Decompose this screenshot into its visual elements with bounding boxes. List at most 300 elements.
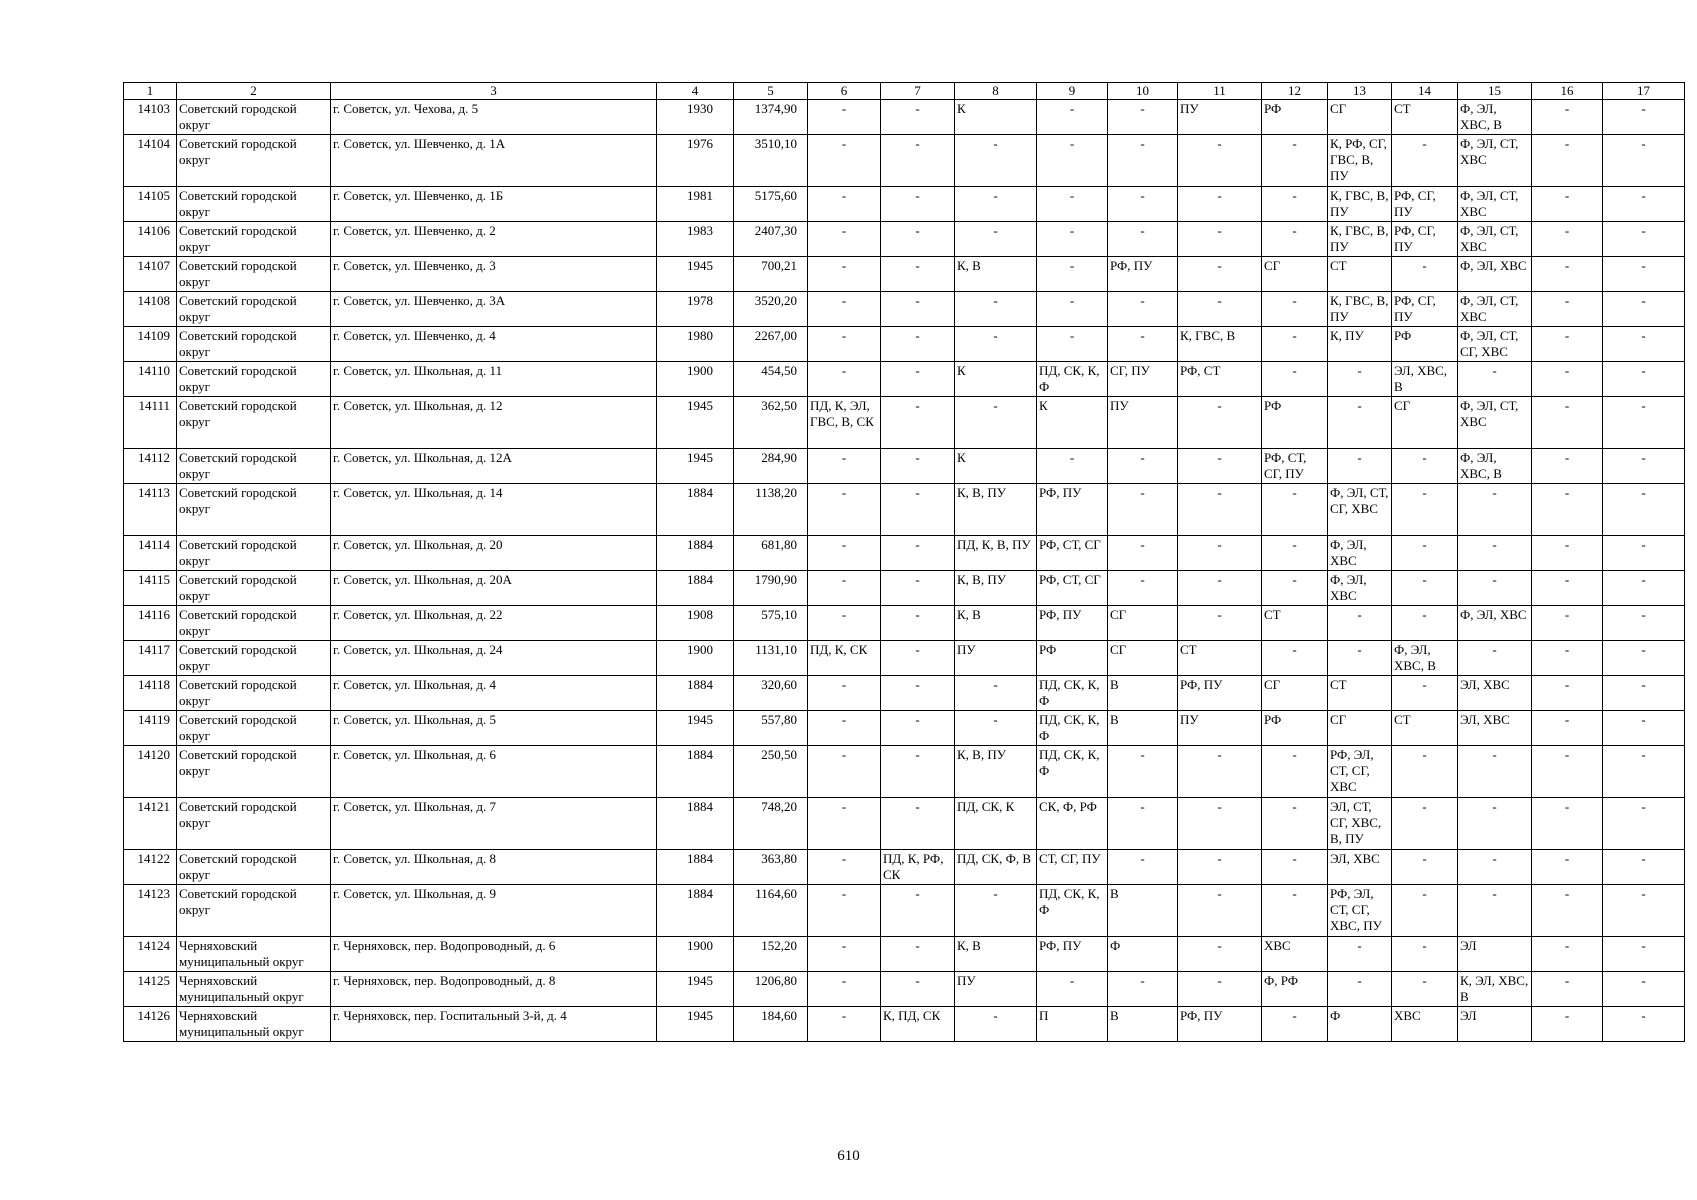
cell-address: г. Советск, ул. Школьная, д. 20А <box>331 571 657 606</box>
cell-address: г. Советск, ул. Школьная, д. 7 <box>331 798 657 850</box>
cell-year: 1945 <box>657 257 734 292</box>
cell-col10: - <box>1108 100 1178 135</box>
cell-col7: - <box>881 571 955 606</box>
cell-col14: - <box>1392 484 1458 536</box>
cell-area: 557,80 <box>734 711 808 746</box>
cell-col11: РФ, ПУ <box>1178 1007 1262 1042</box>
cell-col17: - <box>1603 397 1685 449</box>
cell-row-id: 14120 <box>124 746 177 798</box>
cell-col8: К, В, ПУ <box>955 571 1037 606</box>
cell-col11: - <box>1178 484 1262 536</box>
cell-col9: - <box>1037 449 1108 484</box>
cell-area: 5175,60 <box>734 187 808 222</box>
cell-col12: - <box>1262 362 1328 397</box>
table-row <box>124 850 1685 885</box>
cell-area: 250,50 <box>734 746 808 798</box>
cell-col17: - <box>1603 362 1685 397</box>
cell-col14: - <box>1392 257 1458 292</box>
cell-address: г. Советск, ул. Школьная, д. 6 <box>331 746 657 798</box>
cell-col10: В <box>1108 676 1178 711</box>
cell-address: г. Советск, ул. Школьная, д. 20 <box>331 536 657 571</box>
cell-district: Советский городской округ <box>177 571 331 606</box>
cell-address: г. Черняховск, пер. Водопроводный, д. 8 <box>331 972 657 1007</box>
cell-col17: - <box>1603 885 1685 937</box>
cell-col16: - <box>1532 711 1603 746</box>
cell-year: 1908 <box>657 606 734 641</box>
cell-col14: Ф, ЭЛ, ХВС, В <box>1392 641 1458 676</box>
cell-area: 363,80 <box>734 850 808 885</box>
cell-col14: - <box>1392 571 1458 606</box>
cell-col11: - <box>1178 536 1262 571</box>
column-header: 6 <box>808 83 881 100</box>
cell-row-id: 14109 <box>124 327 177 362</box>
column-header: 9 <box>1037 83 1108 100</box>
cell-row-id: 14122 <box>124 850 177 885</box>
cell-col9: - <box>1037 327 1108 362</box>
cell-area: 2407,30 <box>734 222 808 257</box>
cell-col8: - <box>955 222 1037 257</box>
cell-col14: - <box>1392 972 1458 1007</box>
table-row <box>124 292 1685 327</box>
cell-row-id: 14119 <box>124 711 177 746</box>
cell-col15: - <box>1458 536 1532 571</box>
cell-col12: РФ, СТ, СГ, ПУ <box>1262 449 1328 484</box>
cell-col15: Ф, ЭЛ, ХВС, В <box>1458 449 1532 484</box>
cell-col12: РФ <box>1262 100 1328 135</box>
table-row <box>124 798 1685 850</box>
cell-col9: РФ, ПУ <box>1037 606 1108 641</box>
cell-district: Советский городской округ <box>177 746 331 798</box>
cell-year: 1884 <box>657 536 734 571</box>
cell-col13: СГ <box>1328 711 1392 746</box>
cell-col15: К, ЭЛ, ХВС, В <box>1458 972 1532 1007</box>
cell-col11: РФ, ПУ <box>1178 676 1262 711</box>
cell-col10: СГ <box>1108 606 1178 641</box>
column-header: 13 <box>1328 83 1392 100</box>
cell-col7: ПД, К, РФ, СК <box>881 850 955 885</box>
cell-col16: - <box>1532 187 1603 222</box>
cell-col8: К, В, ПУ <box>955 746 1037 798</box>
cell-col15: Ф, ЭЛ, СТ, ХВС <box>1458 135 1532 187</box>
cell-col10: Ф <box>1108 937 1178 972</box>
cell-col16: - <box>1532 100 1603 135</box>
cell-col17: - <box>1603 606 1685 641</box>
cell-col13: К, ГВС, В, ПУ <box>1328 222 1392 257</box>
cell-col10: - <box>1108 187 1178 222</box>
cell-district: Советский городской округ <box>177 711 331 746</box>
cell-col8: К, В <box>955 257 1037 292</box>
table-row <box>124 397 1685 449</box>
cell-col17: - <box>1603 135 1685 187</box>
cell-col12: СГ <box>1262 676 1328 711</box>
cell-year: 1945 <box>657 397 734 449</box>
cell-col6: ПД, К, ЭЛ, ГВС, В, СК <box>808 397 881 449</box>
cell-col13: К, ГВС, В, ПУ <box>1328 187 1392 222</box>
cell-col17: - <box>1603 937 1685 972</box>
cell-col17: - <box>1603 641 1685 676</box>
cell-col12: - <box>1262 641 1328 676</box>
data-table <box>123 82 1685 1042</box>
column-header: 15 <box>1458 83 1532 100</box>
cell-district: Советский городской округ <box>177 606 331 641</box>
cell-row-id: 14117 <box>124 641 177 676</box>
cell-col12: - <box>1262 187 1328 222</box>
cell-col16: - <box>1532 885 1603 937</box>
cell-col11: ПУ <box>1178 100 1262 135</box>
cell-year: 1945 <box>657 711 734 746</box>
cell-district: Советский городской округ <box>177 327 331 362</box>
cell-address: г. Советск, ул. Школьная, д. 9 <box>331 885 657 937</box>
cell-year: 1884 <box>657 798 734 850</box>
table-row <box>124 257 1685 292</box>
cell-year: 1900 <box>657 362 734 397</box>
cell-district: Советский городской округ <box>177 257 331 292</box>
cell-col13: - <box>1328 606 1392 641</box>
table-row <box>124 676 1685 711</box>
cell-col10: СГ, ПУ <box>1108 362 1178 397</box>
cell-col9: - <box>1037 135 1108 187</box>
cell-col6: - <box>808 1007 881 1042</box>
cell-col7: - <box>881 187 955 222</box>
cell-col7: - <box>881 135 955 187</box>
cell-district: Советский городской округ <box>177 135 331 187</box>
cell-col10: СГ <box>1108 641 1178 676</box>
cell-col11: - <box>1178 187 1262 222</box>
cell-col7: - <box>881 937 955 972</box>
cell-area: 1131,10 <box>734 641 808 676</box>
cell-district: Советский городской округ <box>177 484 331 536</box>
cell-col8: К, В <box>955 606 1037 641</box>
cell-col11: - <box>1178 937 1262 972</box>
cell-col17: - <box>1603 536 1685 571</box>
cell-col15: ЭЛ <box>1458 937 1532 972</box>
cell-col9: - <box>1037 100 1108 135</box>
table-row <box>124 606 1685 641</box>
cell-col6: - <box>808 711 881 746</box>
cell-col15: - <box>1458 885 1532 937</box>
cell-district: Советский городской округ <box>177 850 331 885</box>
cell-col12: - <box>1262 222 1328 257</box>
cell-area: 748,20 <box>734 798 808 850</box>
column-header: 12 <box>1262 83 1328 100</box>
cell-year: 1945 <box>657 449 734 484</box>
cell-address: г. Советск, ул. Школьная, д. 11 <box>331 362 657 397</box>
cell-row-id: 14126 <box>124 1007 177 1042</box>
cell-district: Советский городской округ <box>177 397 331 449</box>
cell-address: г. Советск, ул. Шевченко, д. 4 <box>331 327 657 362</box>
cell-col7: - <box>881 222 955 257</box>
cell-col16: - <box>1532 449 1603 484</box>
cell-col12: - <box>1262 327 1328 362</box>
cell-col6: - <box>808 135 881 187</box>
cell-area: 1138,20 <box>734 484 808 536</box>
cell-address: г. Советск, ул. Шевченко, д. 2 <box>331 222 657 257</box>
cell-col15: Ф, ЭЛ, СТ, ХВС <box>1458 187 1532 222</box>
cell-col11: - <box>1178 850 1262 885</box>
cell-col11: - <box>1178 222 1262 257</box>
cell-col10: - <box>1108 449 1178 484</box>
cell-year: 1900 <box>657 641 734 676</box>
cell-address: г. Советск, ул. Шевченко, д. 3А <box>331 292 657 327</box>
cell-address: г. Советск, ул. Школьная, д. 5 <box>331 711 657 746</box>
cell-col8: К <box>955 100 1037 135</box>
cell-col12: - <box>1262 798 1328 850</box>
cell-district: Советский городской округ <box>177 676 331 711</box>
cell-col13: К, ПУ <box>1328 327 1392 362</box>
cell-col13: Ф <box>1328 1007 1392 1042</box>
cell-col13: СТ <box>1328 676 1392 711</box>
cell-col17: - <box>1603 327 1685 362</box>
cell-year: 1884 <box>657 676 734 711</box>
cell-col13: СТ <box>1328 257 1392 292</box>
cell-col6: - <box>808 187 881 222</box>
cell-col13: К, ГВС, В, ПУ <box>1328 292 1392 327</box>
cell-col16: - <box>1532 850 1603 885</box>
cell-col15: ЭЛ <box>1458 1007 1532 1042</box>
cell-col10: В <box>1108 1007 1178 1042</box>
cell-col9: - <box>1037 972 1108 1007</box>
cell-area: 184,60 <box>734 1007 808 1042</box>
cell-col15: Ф, ЭЛ, ХВС, В <box>1458 100 1532 135</box>
table-row <box>124 641 1685 676</box>
cell-col17: - <box>1603 676 1685 711</box>
table-row <box>124 571 1685 606</box>
cell-col7: - <box>881 641 955 676</box>
cell-district: Советский городской округ <box>177 798 331 850</box>
cell-col7: - <box>881 362 955 397</box>
cell-col9: - <box>1037 222 1108 257</box>
cell-col13: - <box>1328 397 1392 449</box>
cell-area: 152,20 <box>734 937 808 972</box>
cell-col15: - <box>1458 746 1532 798</box>
cell-district: Советский городской округ <box>177 292 331 327</box>
table-row <box>124 711 1685 746</box>
cell-col17: - <box>1603 257 1685 292</box>
cell-address: г. Советск, ул. Чехова, д. 5 <box>331 100 657 135</box>
cell-col12: - <box>1262 850 1328 885</box>
cell-col6: - <box>808 484 881 536</box>
cell-col16: - <box>1532 937 1603 972</box>
cell-col7: - <box>881 885 955 937</box>
cell-col6: - <box>808 222 881 257</box>
cell-col17: - <box>1603 746 1685 798</box>
cell-col15: Ф, ЭЛ, СТ, ХВС <box>1458 292 1532 327</box>
cell-col15: ЭЛ, ХВС <box>1458 711 1532 746</box>
cell-col7: - <box>881 292 955 327</box>
cell-district: Советский городской округ <box>177 100 331 135</box>
cell-col17: - <box>1603 484 1685 536</box>
cell-col12: - <box>1262 1007 1328 1042</box>
cell-col8: - <box>955 327 1037 362</box>
cell-address: г. Советск, ул. Шевченко, д. 1Б <box>331 187 657 222</box>
cell-row-id: 14106 <box>124 222 177 257</box>
cell-col11: - <box>1178 397 1262 449</box>
cell-col16: - <box>1532 606 1603 641</box>
cell-col14: - <box>1392 746 1458 798</box>
cell-col8: - <box>955 135 1037 187</box>
cell-col16: - <box>1532 746 1603 798</box>
cell-col17: - <box>1603 449 1685 484</box>
cell-col9: СК, Ф, РФ <box>1037 798 1108 850</box>
cell-col9: ПД, СК, К, Ф <box>1037 746 1108 798</box>
cell-area: 681,80 <box>734 536 808 571</box>
cell-year: 1900 <box>657 937 734 972</box>
page-number: 610 <box>837 1148 860 1164</box>
cell-year: 1884 <box>657 746 734 798</box>
cell-col13: Ф, ЭЛ, ХВС <box>1328 536 1392 571</box>
cell-col11: - <box>1178 449 1262 484</box>
cell-col16: - <box>1532 536 1603 571</box>
cell-col13: - <box>1328 937 1392 972</box>
cell-col17: - <box>1603 571 1685 606</box>
cell-col14: РФ, СГ, ПУ <box>1392 292 1458 327</box>
cell-col14: - <box>1392 937 1458 972</box>
cell-address: г. Советск, ул. Шевченко, д. 1А <box>331 135 657 187</box>
cell-col10: - <box>1108 972 1178 1007</box>
cell-address: г. Советск, ул. Школьная, д. 8 <box>331 850 657 885</box>
cell-col10: - <box>1108 746 1178 798</box>
cell-col13: - <box>1328 972 1392 1007</box>
cell-col9: РФ, СТ, СГ <box>1037 571 1108 606</box>
cell-year: 1945 <box>657 1007 734 1042</box>
cell-col14: РФ <box>1392 327 1458 362</box>
cell-col10: - <box>1108 484 1178 536</box>
cell-row-id: 14105 <box>124 187 177 222</box>
cell-col15: Ф, ЭЛ, СТ, ХВС <box>1458 222 1532 257</box>
cell-row-id: 14113 <box>124 484 177 536</box>
cell-col8: - <box>955 187 1037 222</box>
column-header: 4 <box>657 83 734 100</box>
cell-col10: РФ, ПУ <box>1108 257 1178 292</box>
cell-area: 1790,90 <box>734 571 808 606</box>
cell-row-id: 14108 <box>124 292 177 327</box>
column-header: 17 <box>1603 83 1685 100</box>
cell-col11: РФ, СТ <box>1178 362 1262 397</box>
cell-col7: - <box>881 676 955 711</box>
cell-year: 1884 <box>657 484 734 536</box>
cell-col11: - <box>1178 292 1262 327</box>
column-header: 2 <box>177 83 331 100</box>
cell-year: 1980 <box>657 327 734 362</box>
cell-col10: - <box>1108 222 1178 257</box>
cell-col7: - <box>881 449 955 484</box>
cell-col17: - <box>1603 187 1685 222</box>
cell-col11: - <box>1178 746 1262 798</box>
cell-address: г. Советск, ул. Школьная, д. 4 <box>331 676 657 711</box>
cell-col16: - <box>1532 222 1603 257</box>
cell-col10: - <box>1108 135 1178 187</box>
cell-col6: - <box>808 571 881 606</box>
cell-area: 3520,20 <box>734 292 808 327</box>
cell-col13: Ф, ЭЛ, ХВС <box>1328 571 1392 606</box>
cell-district: Советский городской округ <box>177 449 331 484</box>
cell-col9: ПД, СК, К, Ф <box>1037 885 1108 937</box>
cell-col8: К <box>955 449 1037 484</box>
cell-col17: - <box>1603 798 1685 850</box>
cell-col8: - <box>955 1007 1037 1042</box>
cell-district: Советский городской округ <box>177 885 331 937</box>
cell-col13: РФ, ЭЛ, СТ, СГ, ХВС, ПУ <box>1328 885 1392 937</box>
cell-col9: ПД, СК, К, Ф <box>1037 362 1108 397</box>
cell-row-id: 14110 <box>124 362 177 397</box>
cell-col9: П <box>1037 1007 1108 1042</box>
cell-col9: РФ, ПУ <box>1037 937 1108 972</box>
cell-col13: ЭЛ, ХВС <box>1328 850 1392 885</box>
cell-col9: СТ, СГ, ПУ <box>1037 850 1108 885</box>
table-body <box>124 100 1685 1042</box>
cell-col10: В <box>1108 711 1178 746</box>
cell-col6: - <box>808 676 881 711</box>
cell-col14: РФ, СГ, ПУ <box>1392 222 1458 257</box>
cell-col16: - <box>1532 362 1603 397</box>
cell-col15: - <box>1458 798 1532 850</box>
column-header: 16 <box>1532 83 1603 100</box>
cell-col7: - <box>881 798 955 850</box>
cell-col14: - <box>1392 536 1458 571</box>
cell-col12: РФ <box>1262 397 1328 449</box>
cell-col12: - <box>1262 885 1328 937</box>
cell-col7: К, ПД, СК <box>881 1007 955 1042</box>
cell-col13: ЭЛ, СТ, СГ, ХВС, В, ПУ <box>1328 798 1392 850</box>
cell-col15: - <box>1458 571 1532 606</box>
cell-col16: - <box>1532 571 1603 606</box>
cell-year: 1930 <box>657 100 734 135</box>
cell-col14: РФ, СГ, ПУ <box>1392 187 1458 222</box>
cell-row-id: 14104 <box>124 135 177 187</box>
cell-col8: - <box>955 397 1037 449</box>
cell-row-id: 14115 <box>124 571 177 606</box>
cell-col16: - <box>1532 292 1603 327</box>
table-row <box>124 362 1685 397</box>
cell-address: г. Черняховск, пер. Водопроводный, д. 6 <box>331 937 657 972</box>
cell-col7: - <box>881 257 955 292</box>
table-row <box>124 222 1685 257</box>
cell-col16: - <box>1532 257 1603 292</box>
cell-col16: - <box>1532 641 1603 676</box>
cell-col15: - <box>1458 850 1532 885</box>
cell-col16: - <box>1532 676 1603 711</box>
column-header: 8 <box>955 83 1037 100</box>
cell-col11: К, ГВС, В <box>1178 327 1262 362</box>
cell-col17: - <box>1603 100 1685 135</box>
cell-col7: - <box>881 397 955 449</box>
cell-col13: Ф, ЭЛ, СТ, СГ, ХВС <box>1328 484 1392 536</box>
cell-col8: - <box>955 676 1037 711</box>
cell-col8: ПД, СК, К <box>955 798 1037 850</box>
cell-col12: СТ <box>1262 606 1328 641</box>
cell-col8: К <box>955 362 1037 397</box>
cell-col7: - <box>881 484 955 536</box>
cell-col12: ХВС <box>1262 937 1328 972</box>
cell-year: 1976 <box>657 135 734 187</box>
column-header: 7 <box>881 83 955 100</box>
cell-district: Черняховский муниципальный округ <box>177 1007 331 1042</box>
cell-col15: Ф, ЭЛ, ХВС <box>1458 606 1532 641</box>
cell-year: 1884 <box>657 571 734 606</box>
cell-address: г. Черняховск, пер. Госпитальный 3-й, д. 4 <box>331 1007 657 1042</box>
cell-col11: СТ <box>1178 641 1262 676</box>
cell-col9: ПД, СК, К, Ф <box>1037 711 1108 746</box>
cell-area: 1206,80 <box>734 972 808 1007</box>
cell-col16: - <box>1532 327 1603 362</box>
table-row <box>124 135 1685 187</box>
cell-col16: - <box>1532 484 1603 536</box>
cell-col15: Ф, ЭЛ, СТ, СГ, ХВС <box>1458 327 1532 362</box>
cell-col17: - <box>1603 1007 1685 1042</box>
table-row <box>124 187 1685 222</box>
cell-area: 575,10 <box>734 606 808 641</box>
cell-col14: СГ <box>1392 397 1458 449</box>
